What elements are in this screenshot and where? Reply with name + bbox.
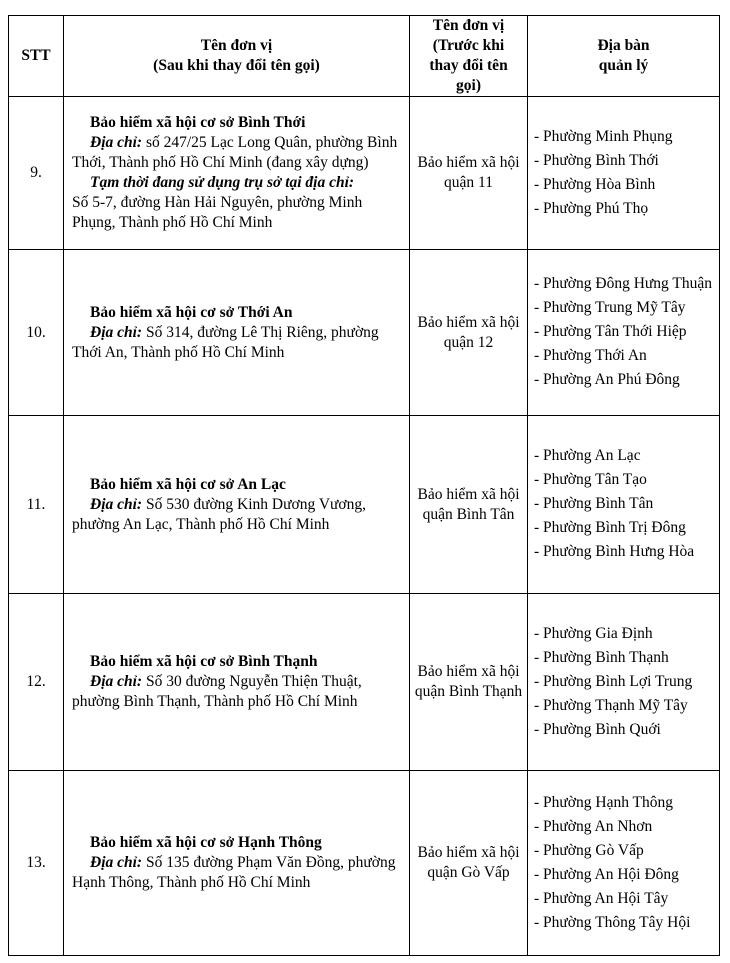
row-stt: 12. xyxy=(9,594,64,771)
area-item: - Phường An Nhơn xyxy=(534,817,653,835)
area-item: - Phường Bình Tân xyxy=(534,495,654,512)
area-item: - Phường Tân Tạo xyxy=(534,471,647,488)
address-label: Địa chỉ: xyxy=(90,854,143,871)
address-text: Số 314, đường Lê Thị Riêng, phường Thới An, Thành phố Hồ Chí Minh xyxy=(72,323,379,361)
row-unit-cell xyxy=(64,771,410,956)
unit-address xyxy=(72,672,406,712)
header-old-name-text: Tên đơn vị (Trước khi thay đổi tên gọi) xyxy=(429,17,508,94)
address-text: Số 530 đường Kinh Dương Vương, phường An Lạc, Thành phố Hồ Chí Minh xyxy=(72,495,366,533)
row-stt: 13. xyxy=(9,771,64,956)
area-item: - Phường Thạnh Mỹ Tây xyxy=(534,696,688,714)
row-areas xyxy=(528,97,720,250)
unit-address xyxy=(72,133,406,173)
row-stt: 9. xyxy=(9,97,64,250)
row-unit-cell xyxy=(64,97,410,250)
address-text: Số 135 đường Phạm Văn Đồng, phường Hạnh Thông, Thành phố Hồ Chí Minh xyxy=(72,854,396,891)
unit-name: Bảo hiểm xã hội cơ sở Thới An xyxy=(90,303,293,321)
unit-name: Bảo hiểm xã hội cơ sở Bình Thới xyxy=(90,114,306,131)
header-area-text: Địa bàn quản lý xyxy=(597,37,650,74)
header-new-name-text: Tên đơn vị (Sau khi thay đổi tên gọi) xyxy=(153,37,320,74)
area-item: - Phường Bình Hưng Hòa xyxy=(534,543,695,560)
header-old-name xyxy=(410,16,528,97)
area-item: - Phường Hòa Bình xyxy=(534,175,656,193)
row-old-name: Bảo hiểm xã hội quận Gò Vấp xyxy=(410,771,528,956)
row-unit-cell xyxy=(64,250,410,416)
unit-temp-label: Tạm thời đang sử dụng trụ sở tại địa chỉ: xyxy=(90,174,355,191)
row-areas xyxy=(528,250,720,416)
header-area xyxy=(528,16,720,97)
area-item: - Phường An Lạc xyxy=(534,447,641,464)
table-row xyxy=(9,594,720,771)
area-item: - Phường An Hội Đông xyxy=(534,865,679,883)
area-item: - Phường An Phú Đông xyxy=(534,371,680,388)
unit-address xyxy=(72,495,406,535)
address-label: Địa chỉ: xyxy=(90,673,143,690)
area-item: - Phường Minh Phụng xyxy=(534,127,673,145)
unit-name: Bảo hiểm xã hội cơ sở Bình Thạnh xyxy=(90,653,318,670)
row-unit-cell xyxy=(64,594,410,771)
area-item: - Phường An Hội Tây xyxy=(534,889,669,907)
area-item: - Phường Phú Thọ xyxy=(534,199,649,217)
row-old-name: Bảo hiểm xã hội quận Bình Tân xyxy=(410,416,528,594)
row-areas xyxy=(528,771,720,956)
table-row xyxy=(9,250,720,416)
address-text: số 247/25 Lạc Long Quân, phường Bình Thới, Thành phố Hồ Chí Minh (đang xây dựng) xyxy=(72,134,398,171)
address-label: Địa chỉ: xyxy=(90,134,143,151)
unit-name: Bảo hiểm xã hội cơ sở An Lạc xyxy=(90,475,286,493)
header-new-name xyxy=(64,16,410,97)
unit-temp-address: Số 5-7, đường Hàn Hải Nguyên, phường Minh Phụng, Thành phố Hồ Chí Minh xyxy=(72,194,363,231)
row-old-name: Bảo hiểm xã hội quận Bình Thạnh xyxy=(410,594,528,771)
table-row xyxy=(9,771,720,956)
address-label: Địa chỉ: xyxy=(90,323,143,341)
area-item: - Phường Trung Mỹ Tây xyxy=(534,299,686,316)
area-item: - Phường Bình Quới xyxy=(534,720,661,738)
area-item: - Phường Hạnh Thông xyxy=(534,793,674,811)
unit-name: Bảo hiểm xã hội cơ sở Hạnh Thông xyxy=(90,834,322,851)
table-row xyxy=(9,97,720,250)
area-item: - Phường Tân Thới Hiệp xyxy=(534,323,687,340)
area-item: - Phường Gia Định xyxy=(534,624,653,642)
area-item: - Phường Thới An xyxy=(534,347,647,364)
row-stt: 10. xyxy=(9,250,64,416)
area-item: - Phường Gò Vấp xyxy=(534,841,644,859)
row-old-name: Bảo hiểm xã hội quận 12 xyxy=(410,250,528,416)
area-item: - Phường Bình Lợi Trung xyxy=(534,672,693,690)
address-text: Số 30 đường Nguyễn Thiện Thuật, phường Bình Thạnh, Thành phố Hồ Chí Minh xyxy=(72,673,362,710)
area-item: - Phường Bình Thới xyxy=(534,151,659,169)
unit-address xyxy=(72,323,406,363)
row-old-name: Bảo hiểm xã hội quận 11 xyxy=(410,97,528,250)
header-row xyxy=(9,16,720,97)
area-item: - Phường Bình Thạnh xyxy=(534,648,669,666)
row-stt: 11. xyxy=(9,416,64,594)
row-unit-cell xyxy=(64,416,410,594)
area-item: - Phường Bình Trị Đông xyxy=(534,519,686,536)
area-item: - Phường Đông Hưng Thuận xyxy=(534,275,712,292)
header-stt: STT xyxy=(9,16,64,97)
address-label: Địa chỉ: xyxy=(90,495,143,513)
row-areas xyxy=(528,594,720,771)
table-row xyxy=(9,416,720,594)
units-table xyxy=(8,15,720,956)
row-areas xyxy=(528,416,720,594)
unit-address xyxy=(72,853,406,893)
area-item: - Phường Thông Tây Hội xyxy=(534,913,691,931)
